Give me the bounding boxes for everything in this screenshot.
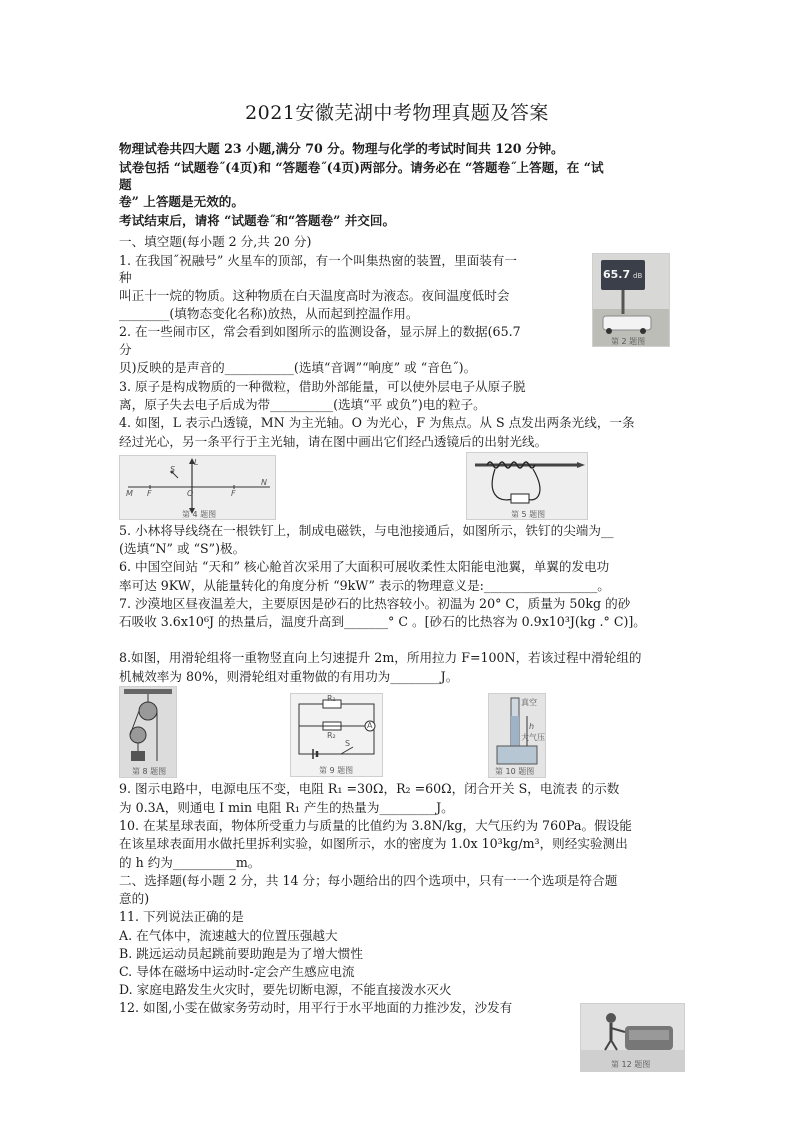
question-2-cont: 贝)反映的是声音的___________(选填“音调”“响度” 或 “音色˝)。	[119, 360, 477, 375]
question-2-cont: 分	[119, 342, 132, 357]
question-6-cont: 率可达 9KW，从能量转化的角度分析 “9kW” 表示的物理意义是:__________________。	[119, 578, 610, 593]
question-7-cont: 石吸收 3.6x10⁶J 的热量后，温度升高到_______° C 。[砂石的比热容为 0.9x10³J(kg .° C)]。	[119, 614, 646, 629]
figure-4	[119, 455, 276, 520]
figure-8	[119, 686, 177, 778]
question-4-cont: 经过光心，另一条平行于主光轴，请在图中画出它们经凸透镜后的出射光线。	[119, 434, 548, 449]
question-8-cont: 机械效率为 80%，则滑轮组对重物做的有用功为________J。	[119, 669, 459, 684]
figure-12	[580, 1003, 685, 1072]
figure-caption: 第 8 题图	[132, 767, 167, 776]
label-m: M	[126, 489, 133, 498]
label-lens: L	[194, 458, 199, 467]
question-4: 4. 如图，L 表示凸透镜，MN 为主光轴。O 为光心，F 为焦点。从 S 点发出两条光线，一条	[119, 415, 635, 430]
intro-line: 考试结束后，请将 “试题卷˝和“答题卷” 并交回。	[119, 213, 396, 228]
question-7: 7. 沙漠地区昼夜温差大，主要原因是砂石的比热容较小。初温为 20° C，质量为 50kg 的砂	[119, 596, 631, 611]
label-focus-right: F	[231, 489, 236, 498]
label-ammeter: A	[367, 721, 373, 730]
figure-caption: 第 4 题图	[182, 510, 217, 519]
label-optical-center: O	[187, 489, 194, 498]
label-r2: R₂	[327, 731, 336, 740]
label-source: S	[170, 465, 176, 474]
pulley-diagram	[120, 687, 176, 777]
question-1-cont: 叫正十一烷的物质。这种物质在白天温度高时为液态。夜间温度低时会	[119, 288, 510, 303]
intro-line: 物理试卷共四大题 23 小题,满分 70 分。物理与化学的考试时间共 120 分钟。	[119, 141, 564, 156]
option-c: C. 导体在磁场中运动时-定会产生感应电流	[119, 964, 355, 979]
question-1: 1. 在我国˝祝融号” 火星车的顶部，有一个叫集热窗的装置，里面装有一	[119, 253, 517, 268]
display-unit: dB	[633, 272, 643, 280]
figure-caption: 第 12 题图	[611, 1060, 651, 1069]
section-heading-cont: 意的)	[119, 891, 150, 906]
page-title: 2021安徽芜湖中考物理真题及答案	[245, 102, 549, 124]
figure-5	[466, 452, 588, 520]
intro-line: 题	[119, 177, 132, 192]
circuit-diagram	[291, 694, 382, 776]
option-a: A. 在气体中，流速越大的位置压强越大	[119, 928, 338, 943]
intro-line: 卷” 上答题是无效的。	[119, 194, 244, 209]
figure-2	[592, 253, 670, 347]
question-5-cont: (选填“N” 或 “S”)极。	[119, 541, 246, 556]
figure-caption: 第 10 题图	[495, 767, 535, 776]
figure-caption: 第 5 题图	[511, 510, 546, 519]
label-vacuum: 真空	[521, 698, 537, 707]
question-10-cont: 在该星球表面用水做托里拆利实验，如图所示，水的密度为 1.0x 10³kg/m³，则经实验测出	[119, 836, 628, 851]
section-heading: 一、填空题(每小题 2 分,共 20 分)	[119, 234, 312, 249]
label-n: N	[261, 478, 267, 487]
label-r1: R₁	[327, 694, 336, 703]
question-1-cont: 种	[119, 270, 132, 285]
display-reading: 65.7	[603, 268, 631, 281]
question-9: 9. 图示电路中，电源电压不变，电阻 R₁ =30Ω，R₂ =60Ω，闭合开关 S，电流表 的示数	[119, 781, 620, 796]
question-5: 5. 小林将导线绕在一根铁钉上，制成电磁铁，与电池接通后，如图所示，铁钉的尖端为__	[119, 523, 614, 538]
question-12: 12. 如图,小雯在做家务劳动时，用平行于水平地面的力推沙发，沙发有	[119, 1000, 513, 1015]
question-2: 2. 在一些闹市区，常会看到如图所示的监测设备，显示屏上的数据(65.7	[119, 324, 521, 339]
question-3-cont: 离，原子失去电子后成为带__________(选填“平 或负”)电的粒子。	[119, 397, 486, 412]
figure-9	[290, 693, 383, 777]
question-11: 11. 下列说法正确的是	[119, 909, 244, 924]
label-switch: S	[345, 739, 351, 748]
option-d: D. 家庭电路发生火灾时，要先切断电源，不能直接泼水灭火	[119, 982, 452, 997]
question-3: 3. 原子是构成物质的一种微粒，借助外部能量，可以使外层电子从原子脱	[119, 379, 526, 394]
label-atmosphere: 大气压	[521, 733, 545, 742]
section-heading: 二、选择题(每小题 2 分，共 14 分；每小题给出的四个选项中，只有一一个选项是符合题	[119, 873, 618, 888]
question-8: 8.如图，用滑轮组将一重物竖直向上匀速提升 2m，所用拉力 F=100N，若该过程中滑轮组的	[119, 650, 642, 665]
question-9-cont: 为 0.3A，则通电 I min 电阻 R₁ 产生的热量为_________J。	[119, 800, 454, 815]
question-1-cont: ________(填物态变化名称)放热，从而起到控温作用。	[119, 306, 419, 321]
question-10: 10. 在某星球表面，物体所受重力与质量的比值约为 3.8N/kg，大气压约为 760Pa。假设能	[119, 818, 632, 833]
intro-line: 试卷包括 “试题卷˝(4页)和 “答题卷˝(4页)两部分。请务必在 “答题卷˝上答题，在 “试	[119, 160, 604, 175]
label-h: h	[529, 722, 535, 731]
figure-caption: 第 2 题图	[611, 337, 646, 346]
question-10-cont: 的 h 约为__________m。	[119, 855, 261, 870]
figure-caption: 第 9 题图	[319, 766, 354, 775]
question-6: 6. 中国空间站 “天和” 核心舱首次采用了大面积可展收柔性太阳能电池翼，单翼的发电功	[119, 559, 610, 574]
figure-10	[488, 693, 546, 778]
option-b: B. 跳远运动员起跳前要助跑是为了增大惯性	[119, 946, 363, 961]
label-focus-left: F	[147, 489, 152, 498]
